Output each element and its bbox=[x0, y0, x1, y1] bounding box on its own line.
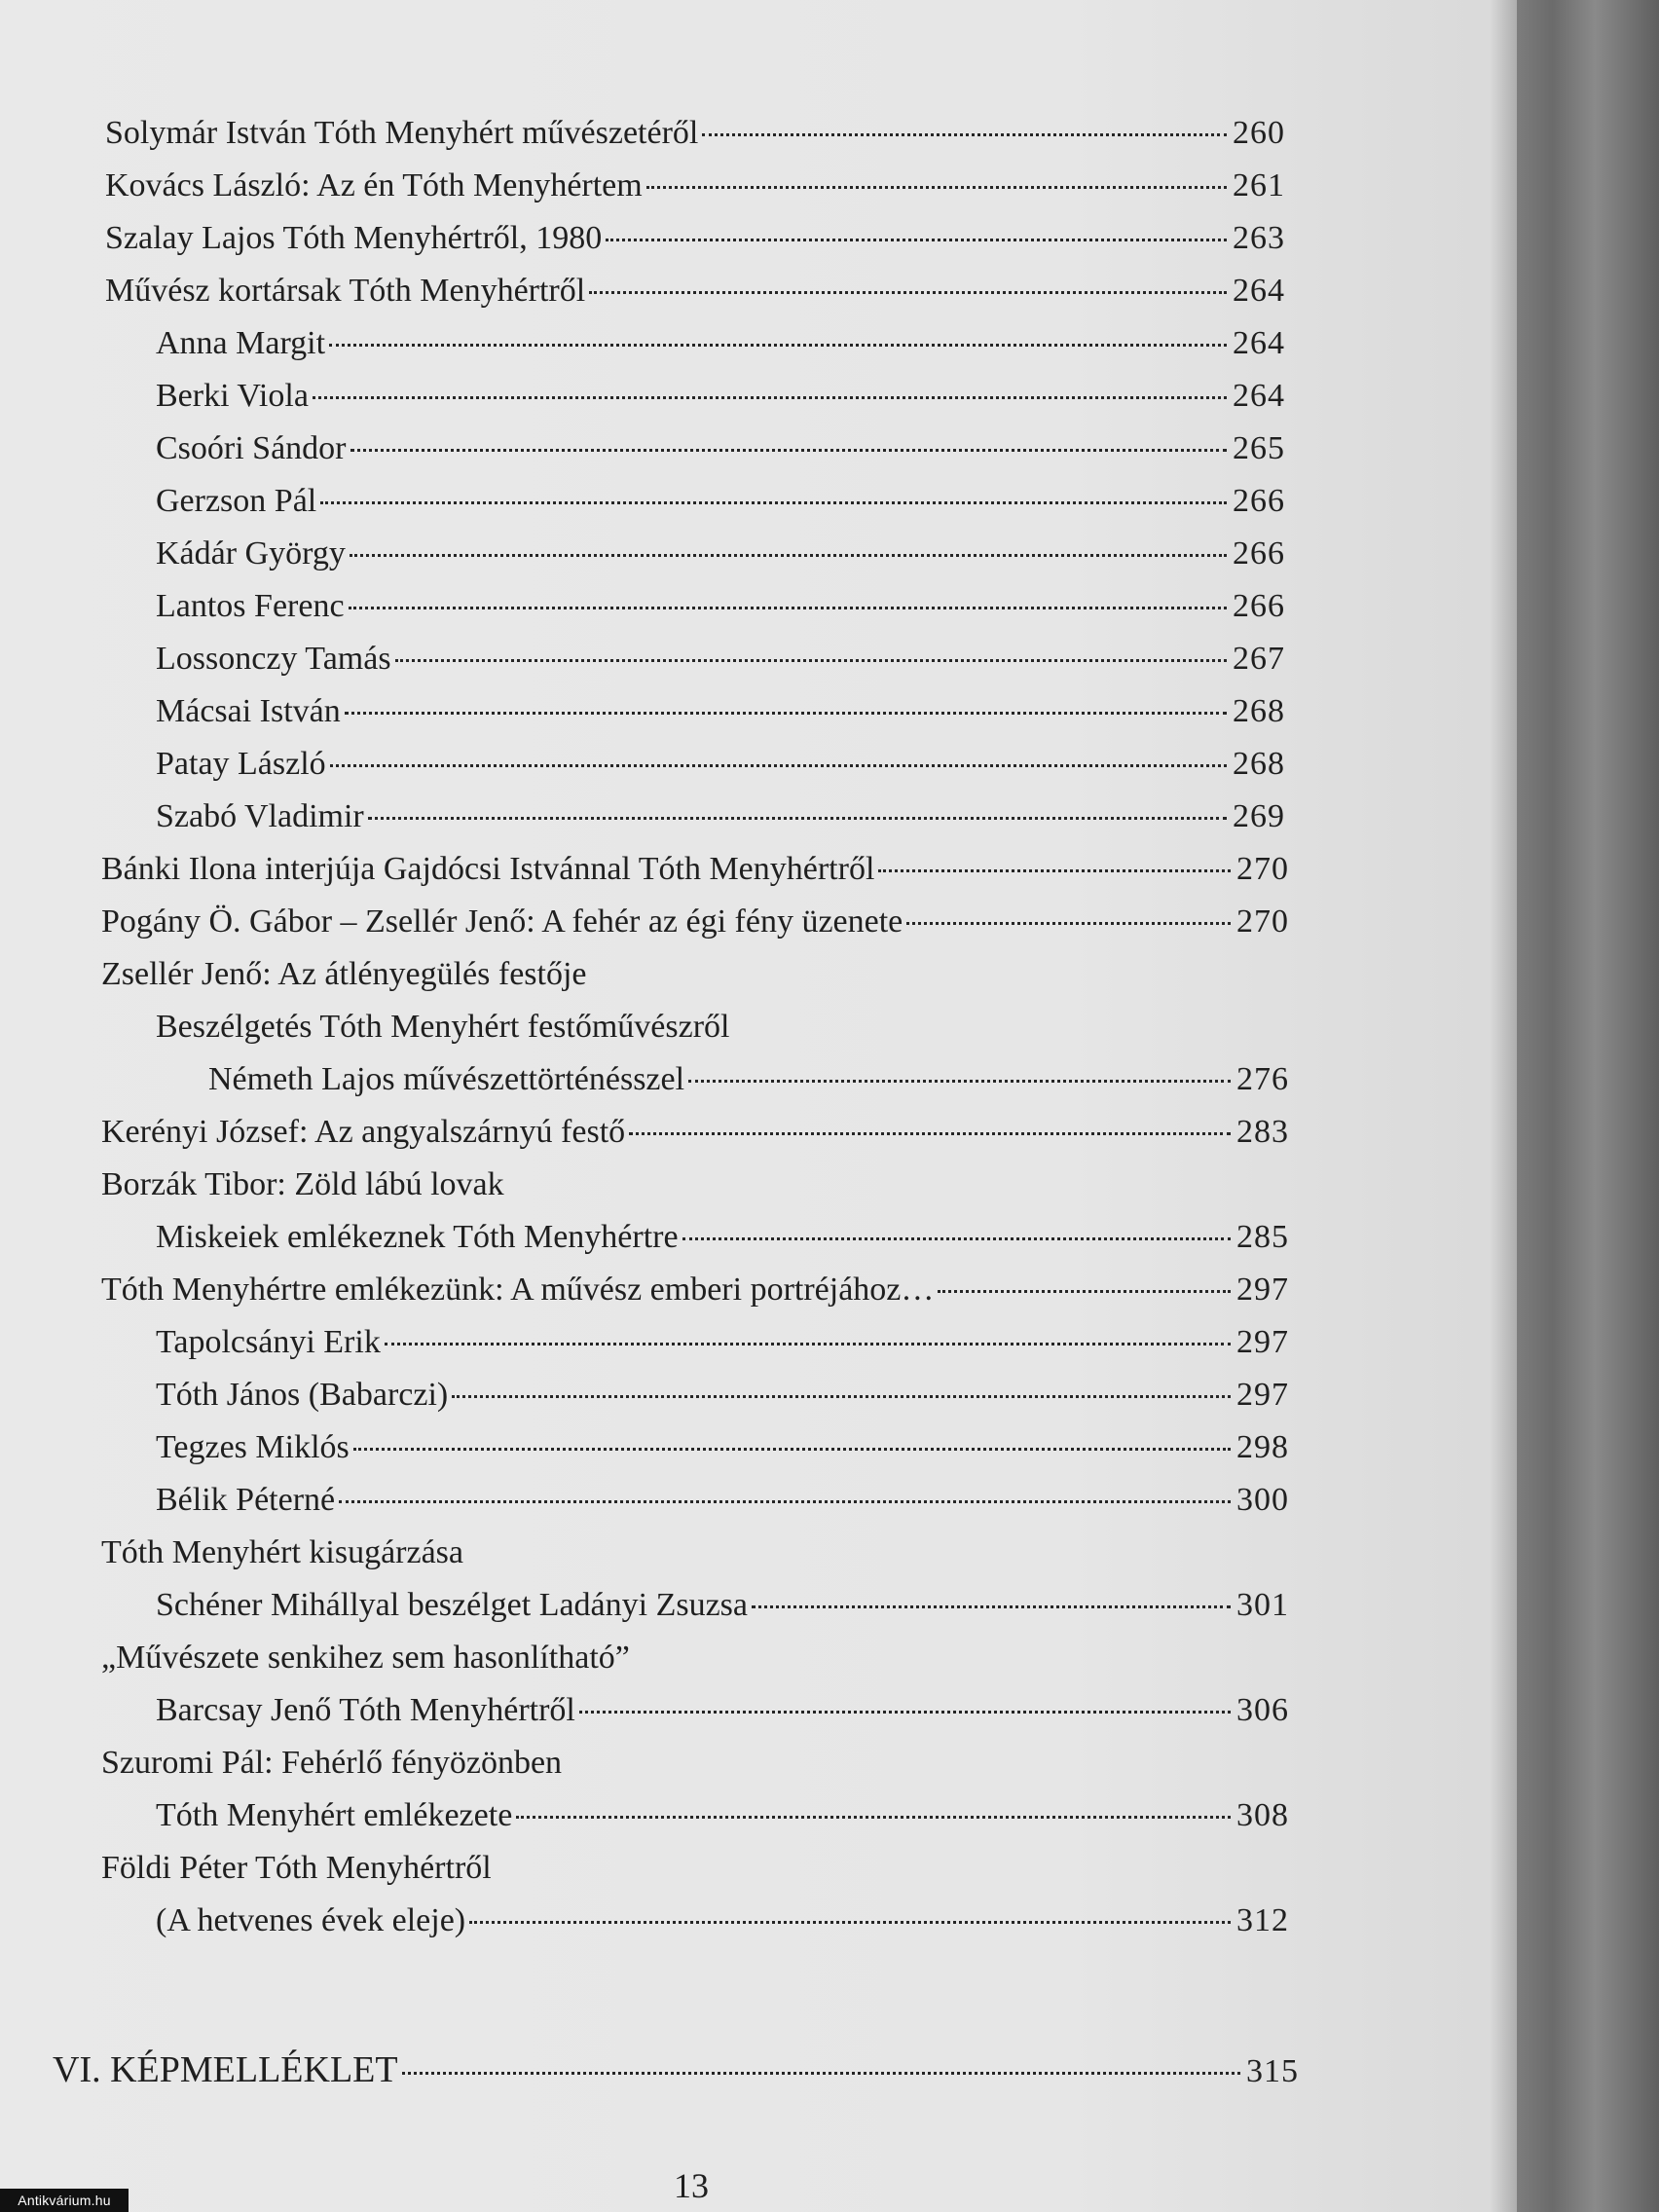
dot-leader bbox=[682, 1237, 1231, 1240]
dot-leader bbox=[646, 186, 1227, 189]
toc-entry-page: 301 bbox=[1236, 1587, 1289, 1623]
section-page: 315 bbox=[1246, 2053, 1299, 2089]
toc-entry-page: 266 bbox=[1233, 483, 1285, 519]
dot-leader bbox=[330, 764, 1227, 767]
toc-entry-page: 260 bbox=[1233, 115, 1285, 151]
dot-leader bbox=[395, 659, 1227, 662]
toc-entry-page: 264 bbox=[1233, 325, 1285, 361]
toc-entry-title: Schéner Mihállyal beszélget Ladányi Zsuzsa bbox=[156, 1587, 748, 1623]
dot-leader bbox=[353, 1448, 1231, 1451]
toc-entry-page: 308 bbox=[1236, 1797, 1289, 1833]
toc-entry-title: Tóth Menyhért kisugárzása bbox=[101, 1534, 463, 1570]
toc-entry bbox=[156, 1579, 1289, 1632]
toc-entry bbox=[156, 791, 1285, 843]
toc-entry-page: 306 bbox=[1236, 1692, 1289, 1728]
toc-entry bbox=[156, 370, 1285, 423]
toc-entry-page: 268 bbox=[1233, 746, 1285, 782]
toc-entry-title: Földi Péter Tóth Menyhértről bbox=[101, 1850, 492, 1886]
dot-leader bbox=[320, 501, 1227, 504]
toc-entry bbox=[101, 896, 1289, 948]
dot-leader bbox=[589, 291, 1227, 294]
toc-entry bbox=[105, 107, 1285, 160]
toc-entry bbox=[156, 738, 1285, 791]
toc-entry-page: 261 bbox=[1233, 167, 1285, 203]
toc-entry-page: 297 bbox=[1236, 1272, 1289, 1308]
dot-leader bbox=[702, 133, 1227, 136]
toc-entry bbox=[156, 528, 1285, 580]
page-number: 13 bbox=[674, 2166, 709, 2205]
toc-entry-title: Németh Lajos művészettörténésszel bbox=[208, 1061, 685, 1097]
toc-entry bbox=[156, 685, 1285, 738]
watermark: Antikvárium.hu bbox=[0, 2189, 129, 2212]
dot-leader bbox=[339, 1500, 1231, 1503]
toc-entry-title: „Művészete senkihez sem hasonlítható” bbox=[101, 1640, 630, 1676]
toc-entry bbox=[156, 1684, 1289, 1737]
toc-entry-page: 297 bbox=[1236, 1324, 1289, 1360]
dot-leader bbox=[345, 712, 1227, 715]
toc-entry bbox=[156, 633, 1285, 685]
toc-entry-page: 266 bbox=[1233, 588, 1285, 624]
toc-entry-title: Kovács László: Az én Tóth Menyhértem bbox=[105, 167, 643, 203]
toc-entry bbox=[156, 1369, 1289, 1421]
toc-entry-title: Csoóri Sándor bbox=[156, 430, 347, 466]
dot-leader bbox=[629, 1132, 1231, 1135]
toc-entry-title: Bélik Péterné bbox=[156, 1482, 336, 1518]
toc-entry-title: Pogány Ö. Gábor – Zsellér Jenő: A fehér az égi fény üzenete bbox=[101, 903, 903, 940]
dot-leader bbox=[350, 554, 1227, 557]
toc-entry-title: Lossonczy Tamás bbox=[156, 641, 391, 677]
dot-leader bbox=[368, 817, 1227, 820]
toc-entry bbox=[156, 580, 1285, 633]
toc-entry bbox=[156, 1789, 1289, 1842]
toc-entry-title: Anna Margit bbox=[156, 325, 326, 361]
dot-leader bbox=[878, 869, 1231, 872]
toc-entry-page: 283 bbox=[1236, 1114, 1289, 1150]
toc-entry-title: Patay László bbox=[156, 746, 326, 782]
toc-entry bbox=[156, 1421, 1289, 1474]
toc-entry-title: Zsellér Jenő: Az átlényegülés festője bbox=[101, 956, 587, 992]
dot-leader bbox=[579, 1711, 1231, 1714]
dot-leader bbox=[349, 607, 1227, 609]
toc-entry bbox=[156, 317, 1285, 370]
dot-leader bbox=[385, 1343, 1231, 1346]
toc-entry-title: Tóth Menyhértre emlékezünk: A művész emberi portréjához… bbox=[101, 1272, 935, 1308]
toc-entry bbox=[101, 1264, 1289, 1316]
toc-entry-heading bbox=[156, 1001, 1289, 1053]
toc-entry bbox=[105, 265, 1285, 317]
dot-leader bbox=[469, 1921, 1231, 1924]
toc-entry-title: Tapolcsányi Erik bbox=[156, 1324, 381, 1360]
toc-entry-title: Barcsay Jenő Tóth Menyhértről bbox=[156, 1692, 575, 1728]
toc-entry bbox=[156, 1211, 1289, 1264]
toc-entry-page: 269 bbox=[1233, 798, 1285, 834]
toc-entry-heading bbox=[101, 1842, 1289, 1895]
toc-entry-title: Kádár György bbox=[156, 535, 346, 571]
toc-entry-page: 285 bbox=[1236, 1219, 1289, 1255]
toc-entry-page: 300 bbox=[1236, 1482, 1289, 1518]
toc-entry bbox=[156, 1316, 1289, 1369]
toc-entry-page: 268 bbox=[1233, 693, 1285, 729]
toc-entry-heading bbox=[101, 1737, 1289, 1789]
toc-entry-page: 263 bbox=[1233, 220, 1285, 256]
dot-leader bbox=[752, 1605, 1231, 1608]
toc-entry-title: Miskeiek emlékeznek Tóth Menyhértre bbox=[156, 1219, 679, 1255]
dot-leader bbox=[452, 1395, 1231, 1398]
toc-entry bbox=[156, 1474, 1289, 1527]
toc-entry bbox=[156, 1895, 1289, 1947]
toc-entry-page: 297 bbox=[1236, 1377, 1289, 1413]
dot-leader bbox=[688, 1080, 1231, 1083]
toc-entry-page: 270 bbox=[1236, 851, 1289, 887]
dot-leader bbox=[329, 344, 1227, 347]
toc-entry-title: Tóth János (Babarczi) bbox=[156, 1377, 449, 1413]
toc-entry-page: 267 bbox=[1233, 641, 1285, 677]
toc-entry-title: Borzák Tibor: Zöld lábú lovak bbox=[101, 1166, 504, 1202]
toc-entry-title: Szabó Vladimir bbox=[156, 798, 364, 834]
toc-entry bbox=[101, 1106, 1289, 1159]
toc-entry bbox=[105, 160, 1285, 212]
toc-entry-page: 264 bbox=[1233, 273, 1285, 309]
toc-entry-page: 266 bbox=[1233, 535, 1285, 571]
toc-entry-heading bbox=[101, 1632, 1289, 1684]
toc-entry bbox=[156, 475, 1285, 528]
dot-leader bbox=[906, 922, 1231, 925]
section-title: VI. KÉPMELLÉKLET bbox=[53, 2049, 398, 2090]
toc-entry-page: 265 bbox=[1233, 430, 1285, 466]
dot-leader bbox=[606, 239, 1227, 241]
toc-entry-title: Gerzson Pál bbox=[156, 483, 317, 519]
toc-entry-heading bbox=[101, 1159, 1289, 1211]
toc-entry bbox=[105, 212, 1285, 265]
toc-entry-title: Beszélgetés Tóth Menyhért festőművészről bbox=[156, 1009, 730, 1045]
toc-entry-title: Tóth Menyhért emlékezete bbox=[156, 1797, 513, 1833]
dot-leader bbox=[313, 396, 1227, 399]
toc-entry-page: 298 bbox=[1236, 1429, 1289, 1465]
toc-entry bbox=[156, 423, 1285, 475]
toc-entry-page: 264 bbox=[1233, 378, 1285, 414]
toc-entry-heading bbox=[101, 1527, 1289, 1579]
toc-entry-title: Kerényi József: Az angyalszárnyú festő bbox=[101, 1114, 626, 1150]
toc-entry-title: Berki Viola bbox=[156, 378, 309, 414]
page-edge-shadow bbox=[1490, 0, 1517, 2212]
toc-entry bbox=[208, 1053, 1289, 1106]
toc-entry-title: Lantos Ferenc bbox=[156, 588, 345, 624]
background-edge bbox=[1517, 0, 1659, 2212]
toc-entry-title: Szalay Lajos Tóth Menyhértről, 1980 bbox=[105, 220, 603, 256]
toc-entry-heading bbox=[101, 948, 1289, 1001]
section-entry bbox=[53, 2043, 1299, 2097]
dot-leader bbox=[938, 1290, 1231, 1293]
dot-leader bbox=[402, 2072, 1240, 2075]
toc-entry-title: Művész kortársak Tóth Menyhértről bbox=[105, 273, 586, 309]
toc-entry-title: (A hetvenes évek eleje) bbox=[156, 1902, 466, 1938]
toc-entry-page: 276 bbox=[1236, 1061, 1289, 1097]
toc-entry-title: Bánki Ilona interjúja Gajdócsi Istvánnal Tóth Menyhértről bbox=[101, 851, 875, 887]
dot-leader bbox=[350, 449, 1228, 452]
toc-entry-title: Tegzes Miklós bbox=[156, 1429, 350, 1465]
toc-entry-title: Mácsai István bbox=[156, 693, 341, 729]
toc-entry bbox=[101, 843, 1289, 896]
toc-entry-page: 312 bbox=[1236, 1902, 1289, 1938]
toc-entry-page: 270 bbox=[1236, 903, 1289, 940]
dot-leader bbox=[516, 1816, 1231, 1819]
toc-entry-title: Solymár István Tóth Menyhért művészetéről bbox=[105, 115, 699, 151]
toc-entry-title: Szuromi Pál: Fehérlő fényözönben bbox=[101, 1745, 563, 1781]
